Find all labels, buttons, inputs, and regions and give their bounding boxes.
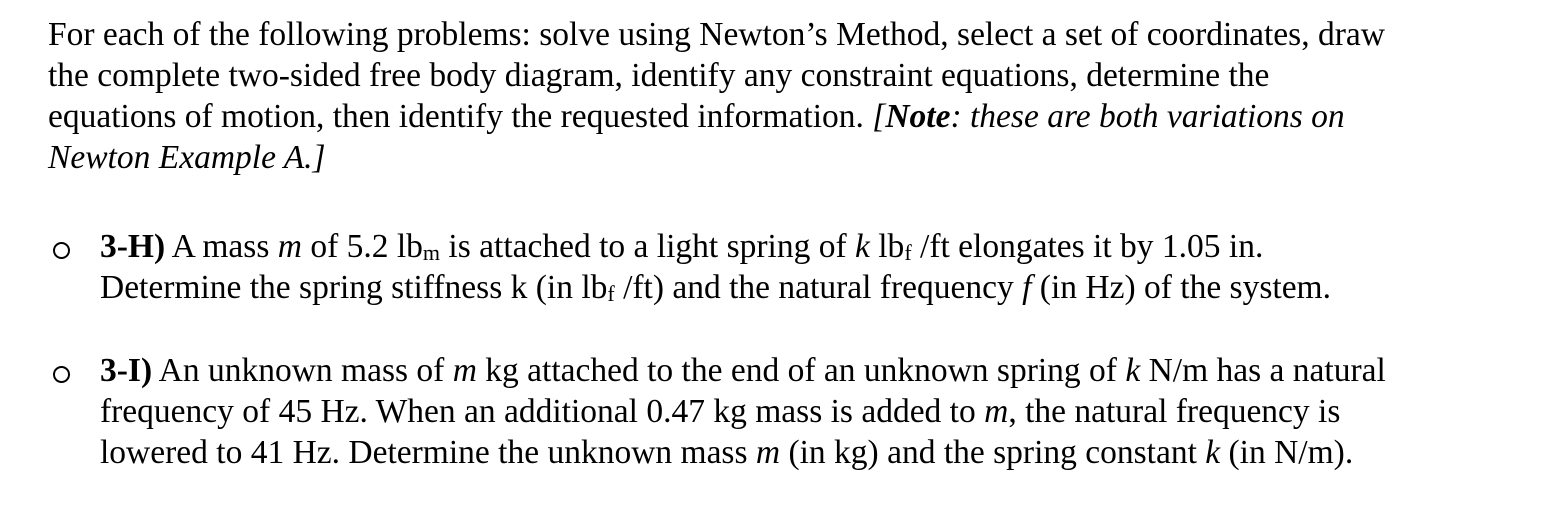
problem-3h-label: 3-H) <box>100 228 166 265</box>
text-span: lowered to 41 Hz. Determine the unknown mass <box>100 434 756 471</box>
problem-3i <box>48 350 1528 473</box>
var-m: m <box>984 393 1009 430</box>
text-span: (in Hz) of the system. <box>1031 269 1331 306</box>
text-span: N/m has a natural <box>1140 352 1386 389</box>
unit-subscript: f <box>607 281 615 306</box>
text-span: /ft) and the natural frequency <box>614 269 1023 306</box>
instructions-line-3 <box>48 96 1528 137</box>
text-span: of 5.2 lb <box>301 228 423 265</box>
text-span: (in N/m). <box>1220 434 1354 471</box>
var-m: m <box>277 228 302 265</box>
note-text: : these are both variations on <box>950 98 1345 135</box>
text-span: , the natural frequency is <box>1008 393 1341 430</box>
note-label: Note <box>885 98 951 135</box>
instructions-line-1: For each of the following problems: solve using Newton’s Method, select a set of coordinates, draw <box>48 16 1385 53</box>
text-span: A mass <box>165 228 278 265</box>
instructions-line-2: the complete two-sided free body diagram, identify any constraint equations, determine the <box>48 57 1270 94</box>
text-span: kg attached to the end of an unknown spring of <box>476 352 1126 389</box>
problem-3i-line-2 <box>100 391 1528 432</box>
var-k: k <box>1205 434 1221 471</box>
unit-subscript: f <box>904 240 912 265</box>
unit-subscript: m <box>422 240 441 265</box>
instructions-line-4: Newton Example A.] <box>48 139 326 176</box>
problem-3h <box>48 226 1528 308</box>
problem-3h-line-1 <box>100 226 1528 267</box>
var-m: m <box>755 434 781 471</box>
problem-3h-line-2 <box>100 267 1528 308</box>
text-span: Determine the spring stiffness k (in lb <box>100 269 608 306</box>
note-open-bracket: [ <box>872 98 886 135</box>
instructions-paragraph <box>48 14 1528 178</box>
instructions-line-3-text: equations of motion, then identify the requested information. <box>48 98 873 135</box>
var-k: k <box>1125 352 1141 389</box>
document-body <box>48 14 1528 473</box>
problem-3i-label: 3-I) <box>100 352 153 389</box>
var-k: k <box>855 228 870 265</box>
text-span: /ft elongates it by 1.05 in. <box>911 228 1264 265</box>
problem-3i-line-3 <box>100 432 1528 473</box>
text-span: An unknown mass of <box>152 352 453 389</box>
problem-3i-line-1 <box>100 350 1528 391</box>
text-span: is attached to a light spring of <box>440 228 855 265</box>
text-span: (in kg) and the spring constant <box>780 434 1206 471</box>
text-span: lb <box>869 228 905 265</box>
var-m: m <box>452 352 477 389</box>
text-span: frequency of 45 Hz. When an additional 0.47 kg mass is added to <box>100 393 985 430</box>
var-f: f <box>1022 269 1032 306</box>
